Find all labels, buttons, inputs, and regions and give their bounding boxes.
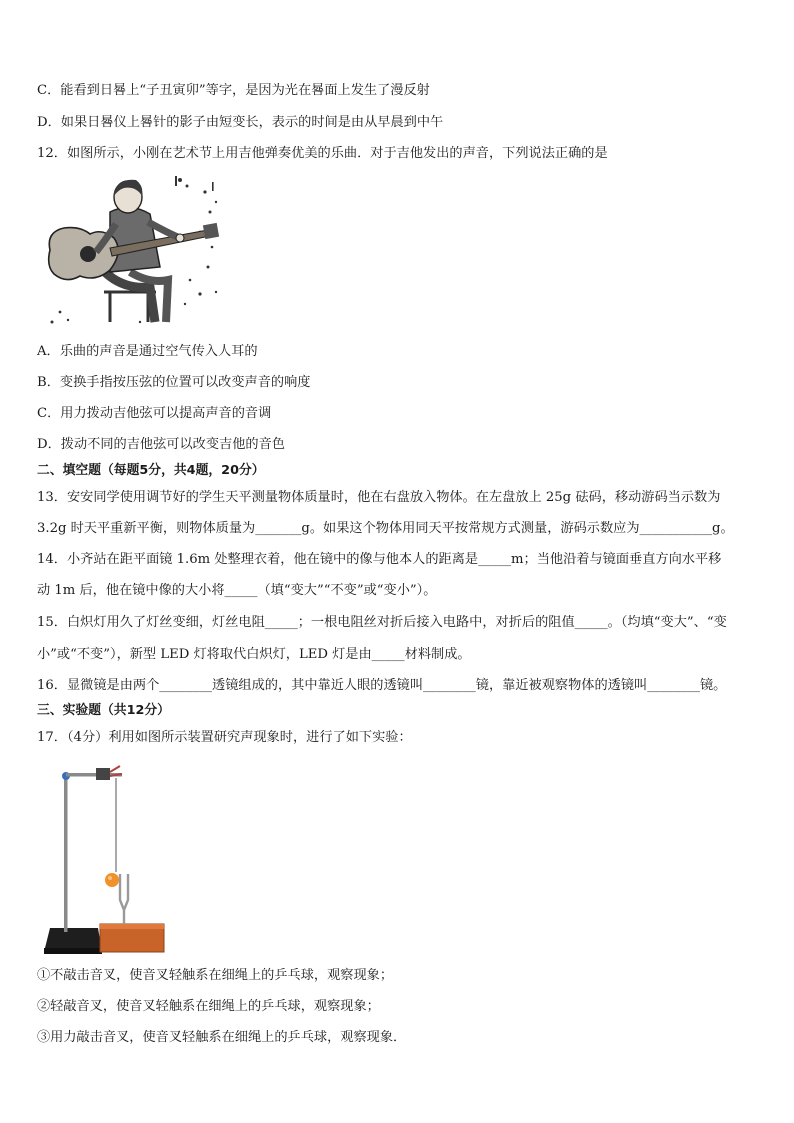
option-d-q11: D．如果日晷仪上晷针的影子由短变长，表示的时间是由从早晨到中午 bbox=[37, 115, 444, 130]
option-b-q12: B．变换手指按压弦的位置可以改变声音的响度 bbox=[37, 375, 311, 390]
question-13-line-1: 13．安安同学使用调节好的学生天平测量物体质量时，他在右盘放入物体。在左盘放上 25g 砝码，移动游码当示数为 bbox=[37, 490, 721, 505]
step-3: ③用力敲击音叉，使音叉轻触系在细绳上的乒乓球，观察现象． bbox=[37, 1030, 407, 1045]
option-c-q12: C．用力拨动吉他弦可以提高声音的音调 bbox=[37, 406, 272, 421]
option-a-q12: A．乐曲的声音是通过空气传入人耳的 bbox=[37, 344, 258, 359]
question-13-line-2: 3.2g 时天平重新平衡，则物体质量为_______g。如果这个物体用同天平按常规方式测量，游码示数应为___________g。 bbox=[37, 521, 734, 536]
guitar-player-figure bbox=[40, 172, 224, 328]
question-14-line-1: 14．小齐站在距平面镜 1.6m 处整理衣着，他在镜中的像与他本人的距离是_____m；当他沿着与镜面垂直方向水平移 bbox=[37, 552, 722, 567]
section-heading-experiment: 三、实验题（共12分） bbox=[37, 703, 170, 718]
option-d-q12: D．拨动不同的吉他弦可以改变吉他的音色 bbox=[37, 437, 285, 452]
question-17: 17．（4分）利用如图所示装置研究声现象时，进行了如下实验： bbox=[37, 730, 412, 745]
section-heading-fill-in: 二、填空题（每题5分，共4题，20分） bbox=[37, 463, 265, 478]
option-c-q11: C．能看到日晷上“子丑寅卯”等字，是因为光在晷面上发生了漫反射 bbox=[37, 83, 430, 98]
question-14-line-2: 动 1m 后，他在镜中像的大小将_____（填“变大”“不变”或“变小”）。 bbox=[37, 583, 437, 598]
step-2: ②轻敲音叉，使音叉轻触系在细绳上的乒乓球，观察现象； bbox=[37, 999, 380, 1014]
question-16: 16．显微镜是由两个________透镜组成的，其中靠近人眼的透镜叫________镜，靠近被观察物体的透镜叫________镜。 bbox=[37, 678, 727, 693]
step-1: ①不敲击音叉，使音叉轻触系在细绳上的乒乓球，观察现象； bbox=[37, 968, 394, 983]
question-15-line-2: 小”或“不变”），新型 LED 灯将取代白炽灯，LED 灯是由_____材料制成。 bbox=[37, 647, 471, 662]
question-12: 12．如图所示，小刚在艺术节上用吉他弹奏优美的乐曲．对于吉他发出的声音，下列说法正确的是 bbox=[37, 146, 608, 161]
tuning-fork-apparatus-figure bbox=[40, 760, 170, 956]
question-15-line-1: 15．白炽灯用久了灯丝变细，灯丝电阻_____；一根电阻丝对折后接入电路中，对折后的阻值_____。（均填“变大”、“变 bbox=[37, 615, 727, 630]
